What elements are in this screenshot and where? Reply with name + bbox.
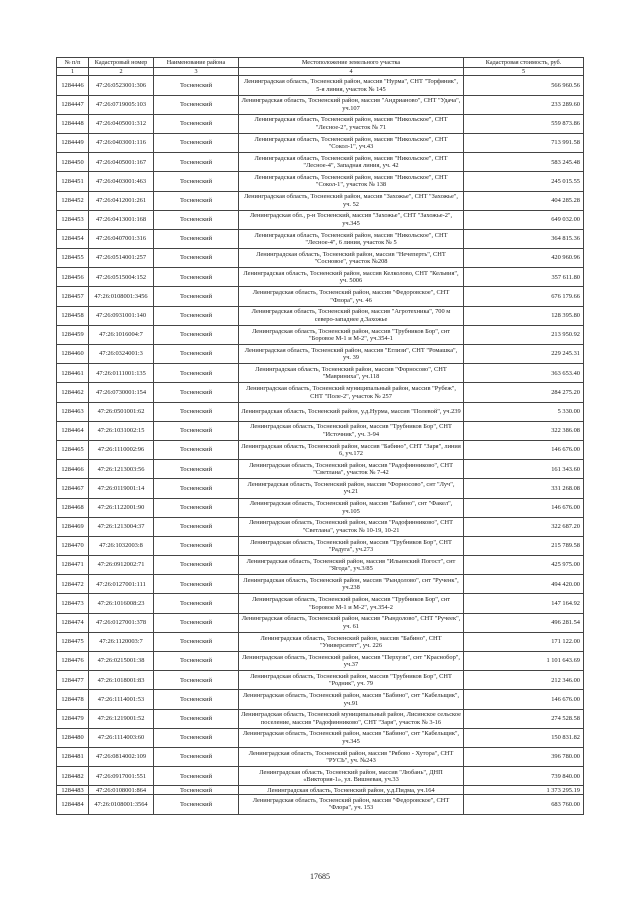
table-row — [57, 287, 584, 306]
location-cell: Ленинградская область, Тосненский район, массив "Андрианово", СНТ "Удача", уч.107 — [239, 95, 464, 114]
cadastral-cost-cell: 161 343.60 — [464, 460, 584, 479]
location-cell: Ленинградская область, Тосненский район, массив "Агротехника", 700 м северо-западнее д.Захожье — [239, 306, 464, 325]
cadastral-cost-cell: 676 179.66 — [464, 287, 584, 306]
location-cell: Ленинградская область, Тосненский район, массив "Никольское", СНТ "Лесное-2", участок № 71 — [239, 114, 464, 133]
table-row — [57, 536, 584, 555]
location-cell: Ленинградская область, Тосненский район, массив "Никольское", СНТ "Сокол-1", уч.43 — [239, 133, 464, 152]
table-row — [57, 709, 584, 728]
row-number-cell: 1284448 — [57, 114, 89, 133]
cadastral-cost-cell: 212 346.00 — [464, 671, 584, 690]
table-row — [57, 632, 584, 651]
district-cell: Тосненский — [154, 594, 239, 613]
cadastral-number-cell: 47:26:0108001:3564 — [89, 795, 154, 814]
cadastral-number-cell: 47:26:0814002:109 — [89, 747, 154, 766]
district-cell: Тосненский — [154, 479, 239, 498]
row-number-cell: 1284470 — [57, 536, 89, 555]
cadastral-number-cell: 47:26:0917001:551 — [89, 767, 154, 786]
district-cell: Тосненский — [154, 632, 239, 651]
district-cell: Тосненский — [154, 498, 239, 517]
table-row — [57, 460, 584, 479]
row-number-cell: 1284458 — [57, 306, 89, 325]
table-row — [57, 325, 584, 344]
district-cell: Тосненский — [154, 287, 239, 306]
district-cell: Тосненский — [154, 709, 239, 728]
row-number-cell: 1284449 — [57, 133, 89, 152]
cadastral-number-cell: 47:26:1213003:56 — [89, 460, 154, 479]
table-row — [57, 747, 584, 766]
table-row — [57, 76, 584, 95]
row-number-cell: 1284474 — [57, 613, 89, 632]
location-cell: Ленинградская область, Тосненский район, у.д.Пидма, уч.164 — [239, 786, 464, 795]
row-number-cell: 1284482 — [57, 767, 89, 786]
row-number-cell: 1284476 — [57, 652, 89, 671]
row-number-cell: 1284459 — [57, 325, 89, 344]
district-cell: Тосненский — [154, 210, 239, 229]
column-number: 1 — [57, 68, 89, 76]
cadastral-number-cell: 47:26:0405001:312 — [89, 114, 154, 133]
land-plots-table — [56, 57, 584, 815]
district-cell: Тосненский — [154, 133, 239, 152]
table-row — [57, 421, 584, 440]
cadastral-cost-cell: 322 386.08 — [464, 421, 584, 440]
location-cell: Ленинградская область, Тосненский район, массив "Рябово - Хутора", СНТ "РУСЬ", уч. №243 — [239, 747, 464, 766]
location-cell: Ленинградская область, Тосненский район, массив "Захожье", СНТ "Захожье", уч. 52 — [239, 191, 464, 210]
row-number-cell: 1284460 — [57, 345, 89, 364]
header-row — [57, 58, 584, 68]
district-cell: Тосненский — [154, 795, 239, 814]
location-cell: Ленинградская обл., р-н Тосненский, массив "Захожье", СНТ "Захожье-2", уч.345 — [239, 210, 464, 229]
row-number-cell: 1284455 — [57, 249, 89, 268]
cadastral-cost-cell: 713 991.58 — [464, 133, 584, 152]
cadastral-number-cell: 47:26:0324001:3 — [89, 345, 154, 364]
district-cell: Тосненский — [154, 76, 239, 95]
cadastral-number-cell: 47:26:0403001:463 — [89, 172, 154, 191]
cadastral-number-cell: 47:26:1031002:15 — [89, 421, 154, 440]
location-cell: Ленинградская область, Тосненский район, массив "Ильинский Погост", снт "Ягода", уч.3/85 — [239, 556, 464, 575]
row-number-cell: 1284467 — [57, 479, 89, 498]
cadastral-number-cell: 47:26:0405001:167 — [89, 153, 154, 172]
location-cell: Ленинградская область, Тосненский район, массив "Федоровское", СНТ "Флора", уч. 46 — [239, 287, 464, 306]
district-cell: Тосненский — [154, 172, 239, 191]
location-cell: Ленинградская область, Тосненский район, массив "Любань", ДНП «Виктория-1», ул. Вишневая, уч.33 — [239, 767, 464, 786]
district-cell: Тосненский — [154, 517, 239, 536]
table-row — [57, 517, 584, 536]
cadastral-cost-cell: 566 960.56 — [464, 76, 584, 95]
row-number-cell: 1284477 — [57, 671, 89, 690]
table-row — [57, 786, 584, 795]
table-row — [57, 652, 584, 671]
row-number-cell: 1284473 — [57, 594, 89, 613]
row-number-cell: 1284475 — [57, 632, 89, 651]
location-cell: Ленинградская область, Тосненский район, массив "Трубников Бор", снт "Боровое М-1 и М-2", уч.354-1 — [239, 325, 464, 344]
cadastral-number-cell: 47:26:0931001:140 — [89, 306, 154, 325]
row-number-cell: 1284450 — [57, 153, 89, 172]
location-cell: Ленинградская область, Тосненский район, массив "Бабино", снт "Кабельщик", уч.91 — [239, 690, 464, 709]
row-number-cell: 1284468 — [57, 498, 89, 517]
district-cell: Тосненский — [154, 556, 239, 575]
location-cell: Ленинградская область, Тосненский район, массив "Никольское", СНТ "Лесное-4", 6 линия, участок № 5 — [239, 229, 464, 248]
cadastral-number-cell: 47:26:1120003:7 — [89, 632, 154, 651]
row-number-cell: 1284471 — [57, 556, 89, 575]
row-number-cell: 1284452 — [57, 191, 89, 210]
location-cell: Ленинградская область, Тосненский район, массив "Никольское", СНТ "Сокол-1", участок № 138 — [239, 172, 464, 191]
cadastral-number-cell: 47:26:0514001:257 — [89, 249, 154, 268]
table-row — [57, 671, 584, 690]
district-cell: Тосненский — [154, 613, 239, 632]
district-cell: Тосненский — [154, 786, 239, 795]
district-cell: Тосненский — [154, 383, 239, 402]
table-row — [57, 153, 584, 172]
district-cell: Тосненский — [154, 191, 239, 210]
table-row — [57, 229, 584, 248]
cadastral-cost-cell: 1 101 643.69 — [464, 652, 584, 671]
cadastral-number-cell: 47:26:0407001:316 — [89, 229, 154, 248]
location-cell: Ленинградская область, Тосненский район, массив "Бабино", снт "Факел", уч.105 — [239, 498, 464, 517]
cadastral-number-cell: 47:26:0127001:378 — [89, 613, 154, 632]
location-cell: Ленинградская область, Тосненский муниципальный район, массив "Рубеж", СНТ "Поле-2", участок № 257 — [239, 383, 464, 402]
header-cadastral-number: Кадастровый номер — [89, 58, 154, 68]
location-cell: Ленинградская область, Тосненский район, массив "Форносово", СНТ "Мавриниха", уч.118 — [239, 364, 464, 383]
column-number: 5 — [464, 68, 584, 76]
row-number-cell: 1284451 — [57, 172, 89, 191]
table-row — [57, 556, 584, 575]
row-number-cell: 1284446 — [57, 76, 89, 95]
cadastral-cost-cell: 146 676.00 — [464, 498, 584, 517]
table-header — [57, 58, 584, 76]
cadastral-cost-cell: 215 789.58 — [464, 536, 584, 555]
cadastral-number-cell: 47:26:0403001:116 — [89, 133, 154, 152]
location-cell: Ленинградская область, Тосненский район, массив "Радофинниково", СНТ "Светлана", участок № 10-19, 10-21 — [239, 517, 464, 536]
cadastral-number-cell: 47:26:0412001:261 — [89, 191, 154, 210]
district-cell: Тосненский — [154, 690, 239, 709]
cadastral-number-cell: 47:26:0730001:154 — [89, 383, 154, 402]
table-row — [57, 345, 584, 364]
district-cell: Тосненский — [154, 767, 239, 786]
cadastral-cost-cell: 494 420.00 — [464, 575, 584, 594]
district-cell: Тосненский — [154, 652, 239, 671]
location-cell: Ленинградская область, Тосненский район, у.д.Нурма, массив "Полевой", уч.239 — [239, 402, 464, 421]
row-number-cell: 1284479 — [57, 709, 89, 728]
location-cell: Ленинградская область, Тосненский район, массив "Трубников Бор", снт "Боровое М-1 и М-2", уч.354-2 — [239, 594, 464, 613]
cadastral-cost-cell: 496 281.54 — [464, 613, 584, 632]
location-cell: Ленинградская область, Тосненский район, массив "Никольское", СНТ "Лесное-4", Западная линия, уч. 42 — [239, 153, 464, 172]
cadastral-cost-cell: 274 528.58 — [464, 709, 584, 728]
row-number-cell: 1284466 — [57, 460, 89, 479]
location-cell: Ленинградская область, Тосненский район, массив "Еглизи", СНТ "Ромашка", уч. 39 — [239, 345, 464, 364]
cadastral-cost-cell: 146 676.00 — [464, 440, 584, 459]
location-cell: Ленинградская область, Тосненский район, массив "Трубников Бор", СНТ "Радуга", уч.273 — [239, 536, 464, 555]
cadastral-cost-cell: 1 373 295.19 — [464, 786, 584, 795]
row-number-cell: 1284484 — [57, 795, 89, 814]
table-row — [57, 795, 584, 814]
district-cell: Тосненский — [154, 345, 239, 364]
row-number-cell: 1284454 — [57, 229, 89, 248]
table-row — [57, 575, 584, 594]
cadastral-number-cell: 47:26:1032003:8 — [89, 536, 154, 555]
district-cell: Тосненский — [154, 460, 239, 479]
district-cell: Тосненский — [154, 364, 239, 383]
cadastral-cost-cell: 559 873.86 — [464, 114, 584, 133]
cadastral-cost-cell: 364 815.36 — [464, 229, 584, 248]
cadastral-cost-cell: 150 831.82 — [464, 728, 584, 747]
column-number-row — [57, 68, 584, 76]
location-cell: Ленинградская область, Тосненский район, массив Келколово, СНТ "Кельвия", уч. 5006 — [239, 268, 464, 287]
cadastral-cost-cell: 363 653.40 — [464, 364, 584, 383]
table-row — [57, 306, 584, 325]
row-number-cell: 1284456 — [57, 268, 89, 287]
header-row-number: № п/п — [57, 58, 89, 68]
location-cell: Ленинградская область, Тосненский район, массив "Трубников Бор", СНТ "Источник", уч. 3-94 — [239, 421, 464, 440]
cadastral-number-cell: 47:26:1122001:90 — [89, 498, 154, 517]
district-cell: Тосненский — [154, 536, 239, 555]
table-row — [57, 172, 584, 191]
cadastral-cost-cell: 245 015.55 — [464, 172, 584, 191]
row-number-cell: 1284464 — [57, 421, 89, 440]
table-row — [57, 133, 584, 152]
table-row — [57, 191, 584, 210]
row-number-cell: 1284478 — [57, 690, 89, 709]
table-row — [57, 268, 584, 287]
cadastral-cost-cell: 147 164.92 — [464, 594, 584, 613]
district-cell: Тосненский — [154, 728, 239, 747]
cadastral-cost-cell: 331 268.08 — [464, 479, 584, 498]
cadastral-cost-cell: 739 840.00 — [464, 767, 584, 786]
row-number-cell: 1284483 — [57, 786, 89, 795]
column-number: 2 — [89, 68, 154, 76]
table-row — [57, 402, 584, 421]
district-cell: Тосненский — [154, 229, 239, 248]
cadastral-number-cell: 47:26:1016008:23 — [89, 594, 154, 613]
district-cell: Тосненский — [154, 440, 239, 459]
district-cell: Тосненский — [154, 153, 239, 172]
cadastral-cost-cell: 322 687.20 — [464, 517, 584, 536]
cadastral-number-cell: 47:26:0501001:62 — [89, 402, 154, 421]
cadastral-cost-cell: 284 275.20 — [464, 383, 584, 402]
cadastral-cost-cell: 171 122.00 — [464, 632, 584, 651]
table-row — [57, 690, 584, 709]
cadastral-number-cell: 47:26:0111001:135 — [89, 364, 154, 383]
row-number-cell: 1284465 — [57, 440, 89, 459]
table-row — [57, 364, 584, 383]
location-cell: Ленинградская область, Тосненский район, массив "Бабино", СНТ "Заря", линия 6, уч.172 — [239, 440, 464, 459]
table-row — [57, 249, 584, 268]
land-registry-table-sheet — [56, 57, 583, 815]
cadastral-cost-cell: 583 245.48 — [464, 153, 584, 172]
page-number: 17685 — [310, 872, 330, 881]
cadastral-number-cell: 47:26:0215001:38 — [89, 652, 154, 671]
header-cadastral-cost: Кадастровая стоимость, руб. — [464, 58, 584, 68]
cadastral-cost-cell: 396 780.00 — [464, 747, 584, 766]
district-cell: Тосненский — [154, 249, 239, 268]
table-row — [57, 95, 584, 114]
cadastral-number-cell: 47:26:0719005:103 — [89, 95, 154, 114]
table-row — [57, 728, 584, 747]
district-cell: Тосненский — [154, 575, 239, 594]
cadastral-cost-cell: 404 285.28 — [464, 191, 584, 210]
cadastral-cost-cell: 146 676.00 — [464, 690, 584, 709]
cadastral-number-cell: 47:26:1213004:37 — [89, 517, 154, 536]
table-row — [57, 114, 584, 133]
row-number-cell: 1284462 — [57, 383, 89, 402]
cadastral-number-cell: 47:26:0413001:168 — [89, 210, 154, 229]
location-cell: Ленинградская область, Тосненский район, массив "Форносово", снт "Луч", уч.21 — [239, 479, 464, 498]
district-cell: Тосненский — [154, 325, 239, 344]
table-row — [57, 767, 584, 786]
row-number-cell: 1284469 — [57, 517, 89, 536]
location-cell: Ленинградская область, Тосненский район, массив "Федоровское", СНТ "Флора", уч. 153 — [239, 795, 464, 814]
cadastral-cost-cell: 213 950.92 — [464, 325, 584, 344]
cadastral-number-cell: 47:26:1114001:53 — [89, 690, 154, 709]
table-row — [57, 440, 584, 459]
column-number: 4 — [239, 68, 464, 76]
row-number-cell: 1284472 — [57, 575, 89, 594]
cadastral-number-cell: 47:26:0127001:111 — [89, 575, 154, 594]
table-row — [57, 479, 584, 498]
cadastral-number-cell: 47:26:1018001:83 — [89, 671, 154, 690]
cadastral-number-cell: 47:26:1110002:96 — [89, 440, 154, 459]
cadastral-cost-cell: 5 330.00 — [464, 402, 584, 421]
row-number-cell: 1284461 — [57, 364, 89, 383]
row-number-cell: 1284457 — [57, 287, 89, 306]
header-district-name: Наименование района — [154, 58, 239, 68]
table-row — [57, 613, 584, 632]
row-number-cell: 1284447 — [57, 95, 89, 114]
district-cell: Тосненский — [154, 268, 239, 287]
location-cell: Ленинградская область, Тосненский район, массив "Трубников Бор", СНТ "Родник", уч. 79 — [239, 671, 464, 690]
district-cell: Тосненский — [154, 747, 239, 766]
district-cell: Тосненский — [154, 421, 239, 440]
cadastral-number-cell: 47:26:0515004:152 — [89, 268, 154, 287]
table-row — [57, 210, 584, 229]
row-number-cell: 1284463 — [57, 402, 89, 421]
cadastral-cost-cell: 128 395.80 — [464, 306, 584, 325]
cadastral-number-cell: 47:26:0119001:14 — [89, 479, 154, 498]
cadastral-number-cell: 47:26:1016004:7 — [89, 325, 154, 344]
location-cell: Ленинградская область, Тосненский район, массив "Перхузи", снт "Краснобор", уч.37 — [239, 652, 464, 671]
location-cell: Ленинградская область, Тосненский район, массив "Бабино", снт "Кабельщик", уч.345 — [239, 728, 464, 747]
location-cell: Ленинградская область, Тосненский район, массив "Бабино", СНТ "Университет", уч. 226 — [239, 632, 464, 651]
cadastral-number-cell: 47:26:1114003:60 — [89, 728, 154, 747]
cadastral-cost-cell: 229 245.31 — [464, 345, 584, 364]
location-cell: Ленинградская область, Тосненский район, массив "Рындолово", снт "Рученк", уч.238 — [239, 575, 464, 594]
row-number-cell: 1284480 — [57, 728, 89, 747]
cadastral-cost-cell: 420 960.96 — [464, 249, 584, 268]
cadastral-number-cell: 47:26:0108001:3456 — [89, 287, 154, 306]
cadastral-cost-cell: 649 032.00 — [464, 210, 584, 229]
header-location: Местоположение земельного участка — [239, 58, 464, 68]
district-cell: Тосненский — [154, 402, 239, 421]
table-row — [57, 383, 584, 402]
location-cell: Ленинградская область, Тосненский муниципальный район, Лисинское сельское поселение, массив "Радофинниково", СНТ "Заря", участок № 3-16 — [239, 709, 464, 728]
cadastral-number-cell: 47:26:0523001:306 — [89, 76, 154, 95]
location-cell: Ленинградская область, Тосненский район, массив "Нурма", СНТ "Торфяник", 5-я линия, участок № 145 — [239, 76, 464, 95]
table-row — [57, 594, 584, 613]
district-cell: Тосненский — [154, 95, 239, 114]
cadastral-number-cell: 47:26:0108001:864 — [89, 786, 154, 795]
district-cell: Тосненский — [154, 671, 239, 690]
cadastral-cost-cell: 233 289.60 — [464, 95, 584, 114]
table-row — [57, 498, 584, 517]
column-number: 3 — [154, 68, 239, 76]
location-cell: Ленинградская область, Тосненский район, массив "Радофинниково", СНТ "Светлана", участок № 7-42 — [239, 460, 464, 479]
cadastral-number-cell: 47:26:1219001:52 — [89, 709, 154, 728]
district-cell: Тосненский — [154, 306, 239, 325]
row-number-cell: 1284453 — [57, 210, 89, 229]
location-cell: Ленинградская область, Тосненский район, массив "Нечеперть", СНТ "Сосновое", участок №208 — [239, 249, 464, 268]
cadastral-number-cell: 47:26:0912002:71 — [89, 556, 154, 575]
district-cell: Тосненский — [154, 114, 239, 133]
location-cell: Ленинградская область, Тосненский район, массив "Рындолово", СНТ "Ручеек", уч. 61 — [239, 613, 464, 632]
cadastral-cost-cell: 357 611.80 — [464, 268, 584, 287]
cadastral-cost-cell: 683 760.00 — [464, 795, 584, 814]
table-body — [57, 76, 584, 814]
row-number-cell: 1284481 — [57, 747, 89, 766]
cadastral-cost-cell: 425 975.00 — [464, 556, 584, 575]
